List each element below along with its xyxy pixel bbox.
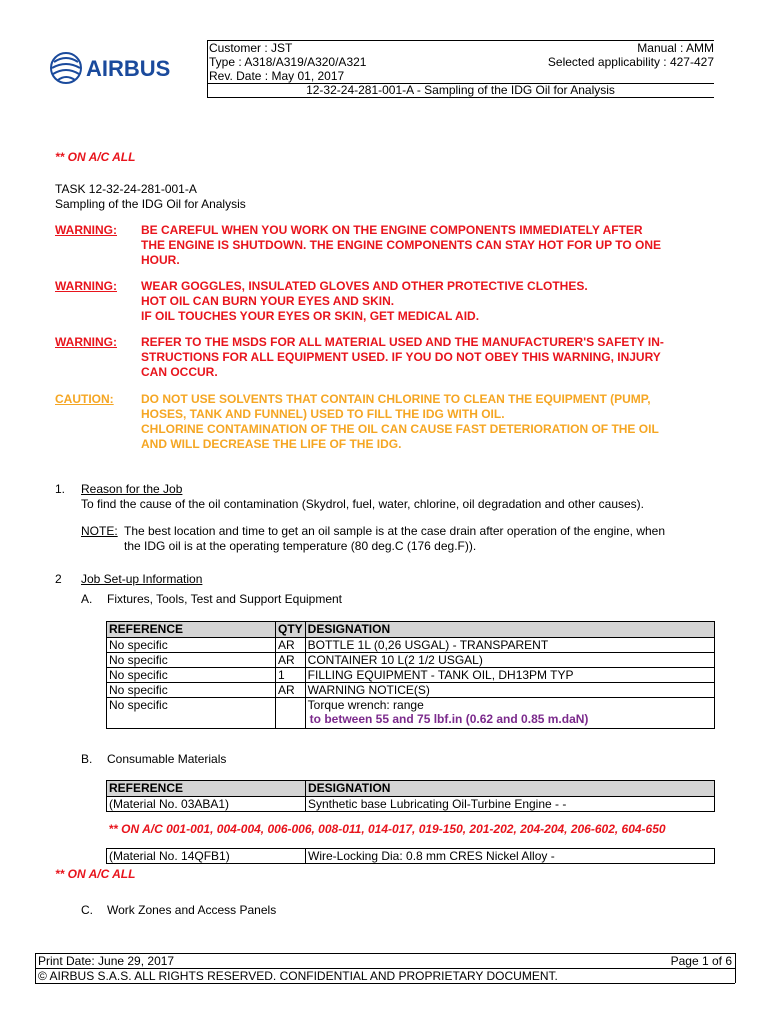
rev-date-field: Rev. Date : May 01, 2017 (209, 69, 345, 83)
task-title: Sampling of the IDG Oil for Analysis (55, 197, 246, 211)
col-reference: REFERENCE (107, 622, 276, 638)
page-number: Page 1 of 6 (670, 954, 732, 968)
table-row: No specific Torque wrench: range to between 55 and 75 lbf.in (0.62 and 0.85 m.daN) (107, 698, 715, 729)
sub-a-letter: A. (81, 592, 93, 606)
col-designation: DESIGNATION (305, 622, 714, 638)
sub-b-letter: B. (81, 752, 93, 766)
warning-label-3: WARNING: (55, 335, 117, 349)
col-qty: QTY (276, 622, 306, 638)
warning-label-2: WARNING: (55, 279, 117, 293)
sub-b-title: Consumable Materials (107, 752, 227, 766)
manual-field: Manual : AMM (637, 41, 714, 55)
caution-label: CAUTION: (55, 392, 114, 406)
materials-table (106, 780, 715, 864)
section-1-text: To find the cause of the oil contamination (Skydrol, fuel, water, chlorine, oil degradation and other causes). (81, 497, 644, 511)
sub-c-letter: C. (81, 903, 93, 917)
col-reference: REFERENCE (107, 781, 306, 797)
header-block (207, 40, 714, 83)
table-row: (Material No. 03ABA1) Synthetic base Lubricating Oil-Turbine Engine - - (107, 797, 715, 812)
print-date: Print Date: June 29, 2017 (38, 954, 175, 968)
warning-text-1: BE CAREFUL WHEN YOU WORK ON THE ENGINE COMPONENTS IMMEDIATELY AFTER THE ENGINE IS SHUTDOWN. THE ENGINE COMPONENTS CAN STAY HOT FOR UP TO ONE HOUR. (141, 223, 662, 267)
table-row: No specific AR BOTTLE 1L (0,26 USGAL) - TRANSPARENT (107, 638, 715, 653)
document-title: 12-32-24-281-001-A - Sampling of the IDG Oil for Analysis (306, 83, 615, 97)
airbus-logo (48, 50, 198, 90)
warning-text-3: REFER TO THE MSDS FOR ALL MATERIAL USED AND THE MANUFACTURER'S SAFETY IN- STRUCTIONS FOR ALL EQUIPMENT USED. IF YOU DO NOT OBEY THIS WARNING, INJURY CAN OCCUR. (141, 335, 664, 379)
sub-a-title: Fixtures, Tools, Test and Support Equipment (107, 592, 343, 606)
effectivity-all-bottom: ** ON A/C ALL (55, 867, 136, 881)
effectivity-row (107, 812, 715, 849)
note-line-1: The best location and time to get an oil sample is at the case drain after operation of the engine, when (124, 524, 666, 538)
table-row: No specific AR WARNING NOTICE(S) (107, 683, 715, 698)
type-field: Type : A318/A319/A320/A321 (209, 55, 367, 69)
effectivity-all-top: ** ON A/C ALL (55, 150, 136, 164)
table-row: No specific 1 FILLING EQUIPMENT - TANK OIL, DH13PM TYP (107, 668, 715, 683)
customer-field: Customer : JST (209, 41, 293, 55)
task-number: TASK 12-32-24-281-001-A (55, 182, 197, 196)
effectivity-range: ** ON A/C 001-001, 004-004, 006-006, 008-011, 014-017, 019-150, 201-202, 204-204, 206-602, 604-650 (107, 812, 715, 849)
copyright: © AIRBUS S.A.S. ALL RIGHTS RESERVED. CONFIDENTIAL AND PROPRIETARY DOCUMENT. (38, 969, 558, 983)
table-row: (Material No. 14QFB1) Wire-Locking Dia: 0.8 mm CRES Nickel Alloy - (107, 849, 715, 864)
logo-wordmark: AIRBUS (86, 56, 171, 81)
note-line-2: the IDG oil is at the operating temperature (80 deg.C (176 deg.F)). (124, 539, 477, 553)
section-1-number: 1. (55, 482, 66, 496)
applicability-field: Selected applicability : 427-427 (547, 55, 714, 69)
torque-range: to between 55 and 75 lbf.in (0.62 and 0.85 m.daN) (309, 712, 589, 726)
col-designation: DESIGNATION (306, 781, 715, 797)
sub-c-title: Work Zones and Access Panels (107, 903, 277, 917)
warning-label-1: WARNING: (55, 223, 117, 237)
section-2-number: 2 (55, 572, 62, 586)
airbus-globe-icon (48, 50, 198, 90)
section-1-title: Reason for the Job (81, 482, 183, 496)
tools-table (106, 621, 715, 729)
note-label: NOTE: (81, 524, 118, 538)
section-2-title: Job Set-up Information (81, 572, 203, 586)
table-row: No specific AR CONTAINER 10 L(2 1/2 USGAL) (107, 653, 715, 668)
warning-text-2: WEAR GOGGLES, INSULATED GLOVES AND OTHER PROTECTIVE CLOTHES. HOT OIL CAN BURN YOUR EYES AND SKIN. IF OIL TOUCHES YOUR EYES OR SKIN, GET MEDICAL AID. (141, 279, 588, 323)
caution-text: DO NOT USE SOLVENTS THAT CONTAIN CHLORINE TO CLEAN THE EQUIPMENT (PUMP, HOSES, TANK AND FUNNEL) USED TO FILL THE IDG WITH OIL. CHLORINE CONTAMINATION OF THE OIL CAN CAUSE FAST DETERIORATION OF THE OIL AND WILL DECREASE THE LIFE OF THE IDG. (141, 392, 659, 451)
